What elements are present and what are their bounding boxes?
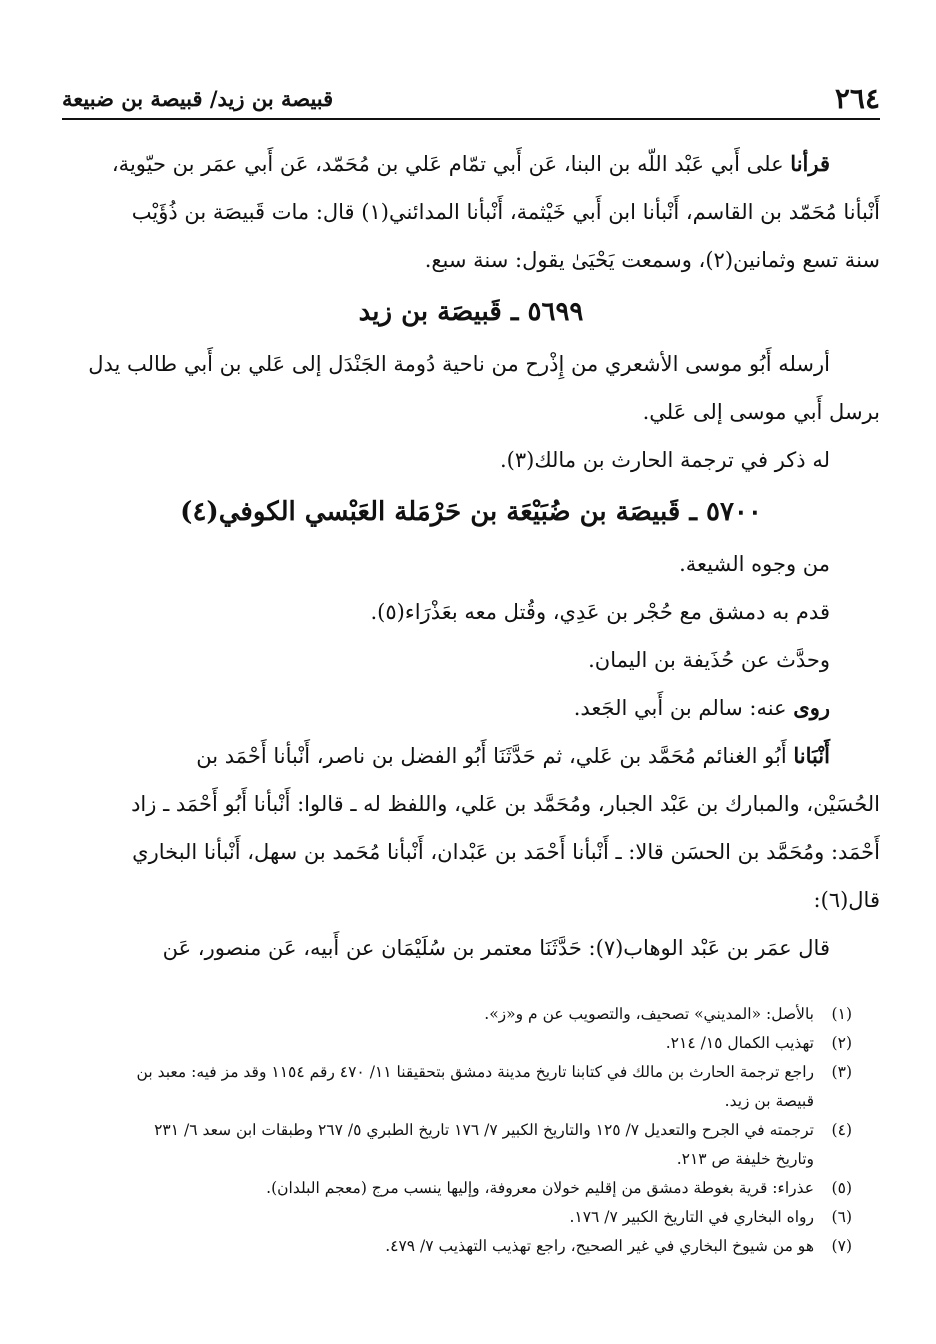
- paragraph-isnad: [62, 732, 880, 924]
- text-line: أَبُو الغنائم مُحَمَّد بن عَلي، ثم حَدَّثَنَا أَبُو الفضل بن ناصر، أَنْبأنا أَحْمَد بن: [196, 744, 794, 768]
- text-line: له ذكر في ترجمة الحارث بن مالك(٣).: [499, 448, 830, 472]
- text-line: الحُسَيْن، والمبارك بن عَبْد الجبار، ومُحَمَّد بن عَلي، واللفظ له ـ قالوا: أَنْبأنا أَبُو أَحْمَد ـ زاد: [131, 792, 880, 816]
- footnote-text: وتاريخ خليفة ص ٢١٣.: [676, 1150, 814, 1168]
- footnote-text: ترجمته في الجرح والتعديل ٧/ ١٢٥ والتاريخ الكبير ٧/ ١٧٦ تاريخ الطبري ٥/ ٢٦٧ وطبقات ابن سعد ٦/ ٢٣١: [154, 1121, 814, 1139]
- footnote-number: (١): [831, 1005, 852, 1023]
- footnote-text: رواه البخاري في التاريخ الكبير ٧/ ١٧٦.: [569, 1208, 814, 1226]
- text-line: برسل أَبي موسى إلى عَلي.: [642, 400, 880, 424]
- entry-heading: ٥٧٠٠ ـ قَبيصَة بن ضُبَيْعَة بن حَرْمَلة العَبْسي الكوفي(٤): [180, 497, 762, 527]
- text-line: قدم به دمشق مع حُجْر بن عَدِي، وقُتل معه بعَذْرَاء(٥).: [370, 600, 830, 624]
- footnote-number: (٦): [831, 1208, 852, 1226]
- page-header: [62, 78, 880, 120]
- text-line: من وجوه الشيعة.: [679, 552, 830, 576]
- footnote: [62, 1203, 852, 1232]
- text-line: عنه: سالم بن أَبي الجَعد.: [573, 696, 794, 720]
- paragraph-reading-chain: [62, 140, 880, 284]
- text-line: أرسله أَبُو موسى الأشعري من إِذْرح من ناحية دُومة الجَنْدَل إلى عَلي بن أَبي طالب يدل: [88, 352, 830, 376]
- text-line: قال عمَر بن عَبْد الوهاب(٧): حَدَّثَنَا معتمر بن سُلَيْمَان عن أَبيه، عَن منصور، عَن: [162, 936, 830, 960]
- lead-word: أَنْبَانا: [793, 743, 830, 768]
- footnote-number: (٧): [831, 1237, 852, 1255]
- paragraph-entry1: [62, 340, 880, 436]
- footnote-text: تهذيب الكمال ١٥/ ٢١٤.: [665, 1034, 814, 1052]
- footnote-text: بالأصل: «المديني» تصحيف، والتصويب عن م و«ز».: [484, 1005, 814, 1023]
- footnote-text: قبيصة بن زيد.: [724, 1092, 814, 1110]
- footnote: [62, 1058, 852, 1116]
- text-line: أَحْمَد: ومُحَمَّد بن الحسَن قالا: ـ أَنْبأنا أَحْمَد بن عَبْدان، أَنْبأنا مُحَمد بن سهل، أَنْبأنا البخاري: [132, 840, 880, 864]
- footnote: [62, 1174, 852, 1203]
- page-number: ٢٦٤: [834, 81, 880, 115]
- footnote: [62, 1000, 852, 1029]
- text-line: وحدَّث عن حُذَيفة بن اليمان.: [588, 648, 830, 672]
- text-line: على أَبي عَبْد اللّه بن البنا، عَن أَبي تمّام عَلي بن مُحَمّد، عَن أَبي عمَر بن حيّوية،: [111, 152, 791, 176]
- footnote: [62, 1116, 852, 1174]
- running-title: قبيصة بن زيد/ قبيصة بن ضبيعة: [62, 85, 334, 111]
- footnote-number: (٤): [831, 1121, 852, 1139]
- footnote-text: راجع ترجمة الحارث بن مالك في كتابنا تاريخ مدينة دمشق بتحقيقنا ١١/ ٤٧٠ رقم ١١٥٤ وقد مز فيه: معبد بن: [136, 1063, 814, 1081]
- footnote-text: هو من شيوخ البخاري في غير الصحيح، راجع تهذيب التهذيب ٧/ ٤٧٩.: [385, 1237, 814, 1255]
- main-text: [62, 140, 880, 972]
- entry-heading: ٥٦٩٩ ـ قَبيصَة بن زيد: [358, 297, 584, 327]
- footnote-number: (٣): [831, 1063, 852, 1081]
- text-line: قال(٦):: [813, 888, 880, 912]
- text-line: سنة تسع وثمانين(٢)، وسمعت يَحْيَىٰ يقول: سنة سبع.: [424, 248, 880, 272]
- footnote-text: عذراء: قرية بغوطة دمشق من إقليم خولان معروفة، وإليها ينسب مرج (معجم البلدان).: [266, 1179, 814, 1197]
- footnote: [62, 1232, 852, 1261]
- footnote: [62, 1029, 852, 1058]
- footnote-number: (٥): [831, 1179, 852, 1197]
- footnote-number: (٢): [831, 1034, 852, 1052]
- lead-word: قرأنا: [790, 151, 830, 176]
- lead-word: روى: [793, 695, 830, 720]
- text-line: أَنْبأنا مُحَمّد بن القاسم، أَنْبأنا ابن أَبي خَيْثمة، أَنْبأنا المدائني(١) قال: مات قَبيصَة بن ذُؤَيْب: [131, 200, 880, 224]
- footnotes: [62, 1000, 852, 1261]
